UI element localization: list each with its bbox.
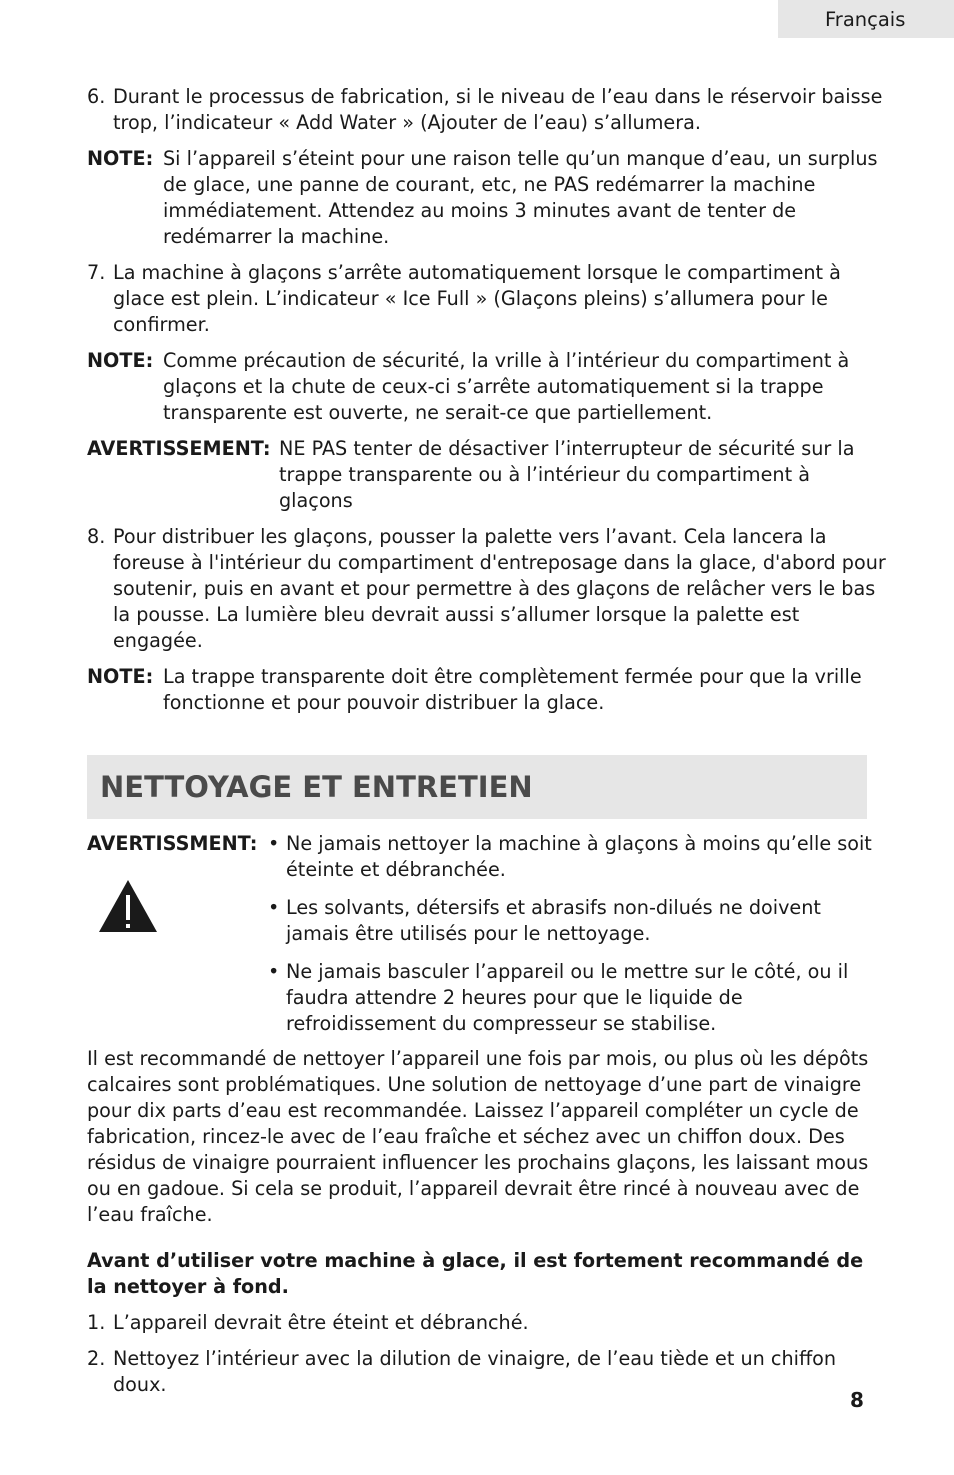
bullet-dot: •: [268, 832, 280, 855]
language-label: Français: [825, 8, 906, 31]
cleaning-instructions: [87, 1046, 877, 1398]
item-text: La machine à glaçons s’arrête automatiquement lorsque le compartiment à glace est plein. L’indicateur « Ice Full » (Glaçons pleins) s’allumera pour le confirmer.: [113, 261, 841, 336]
warning-text: NE PAS tenter de désactiver l’interrupteur de sécurité sur la trappe transparente ou à l’intérieur du compartiment à glaçons: [279, 437, 855, 512]
list-item-8: [87, 524, 887, 654]
warning-bullet: [268, 959, 877, 1037]
note-restart: [87, 146, 887, 250]
bold-recommendation: Avant d’utiliser votre machine à glace, il est fortement recommandé de la nettoyer à fond.: [87, 1249, 864, 1298]
warning-label: AVERTISSMENT:: [87, 832, 258, 855]
note-label: NOTE:: [87, 349, 154, 372]
warning-interlock: [87, 436, 887, 514]
note-safety: [87, 348, 887, 426]
warning-bullet: [268, 895, 877, 947]
cleaning-warning: [87, 831, 877, 1049]
warning-label: AVERTISSEMENT:: [87, 437, 271, 460]
item-number: 8.: [87, 525, 106, 548]
list-item-6: [87, 84, 887, 136]
item-number: 7.: [87, 261, 106, 284]
warning-bullets: [268, 831, 877, 1037]
note-label: NOTE:: [87, 147, 154, 170]
bullet-dot: •: [268, 960, 280, 983]
list-item-7: [87, 260, 887, 338]
step-number: 1.: [87, 1311, 106, 1334]
step-text: L’appareil devrait être éteint et débranché.: [113, 1311, 529, 1334]
warning-bullet: [268, 831, 877, 883]
step-item: [87, 1310, 877, 1336]
bullet-text: Les solvants, détersifs et abrasifs non-dilués ne doivent jamais être utilisés pour le nettoyage.: [286, 896, 821, 945]
instructions-top: [87, 84, 887, 716]
section-header: [87, 755, 867, 819]
item-text: Pour distribuer les glaçons, pousser la palette vers l’avant. Cela lancera la foreuse à l'intérieur du compartiment d'entreposage dans la glace, d'abord pour soutenir, puis en avant et pour permettre à des glaçons de relâcher vers le bas la pousse. La lumière bleu devrait aussi s’allumer lorsque la palette est engagée.: [113, 525, 886, 652]
step-text: Nettoyez l’intérieur avec la dilution de vinaigre, de l’eau tiède et un chiffon doux.: [113, 1347, 837, 1396]
bullet-text: Ne jamais nettoyer la machine à glaçons à moins qu’elle soit éteinte et débranchée.: [286, 832, 872, 881]
note-text: La trappe transparente doit être complètement fermée pour que la vrille fonctionne et pour pouvoir distribuer la glace.: [163, 665, 862, 714]
item-text: Durant le processus de fabrication, si le niveau de l’eau dans le réservoir baisse trop, l’indicateur « Add Water » (Ajouter de l’eau) s’allumera.: [113, 85, 883, 134]
note-text: Si l’appareil s’éteint pour une raison telle qu’un manque d’eau, un surplus de glace, une panne de courant, etc, ne PAS redémarrer la machine immédiatement. Attendez au moins 3 minutes avant de tenter de redémarrer la machine.: [163, 147, 878, 248]
step-item: [87, 1346, 877, 1398]
bullet-dot: •: [268, 896, 280, 919]
note-trap: [87, 664, 887, 716]
item-number: 6.: [87, 85, 106, 108]
step-number: 2.: [87, 1347, 106, 1370]
note-label: NOTE:: [87, 665, 154, 688]
language-tab: [778, 0, 954, 38]
page-number: 8: [850, 1388, 864, 1412]
note-text: Comme précaution de sécurité, la vrille à l’intérieur du compartiment à glaçons et la chute de ceux-ci s’arrête automatiquement si la trappe transparente est ouverte, ne serait-ce que partiellement.: [163, 349, 850, 424]
section-title: NETTOYAGE ET ENTRETIEN: [100, 770, 533, 804]
warning-triangle-icon: [97, 878, 159, 934]
cleaning-paragraph: Il est recommandé de nettoyer l’appareil une fois par mois, ou plus où les dépôts calcaires sont problématiques. Une solution de nettoyage d’une part de vinaigre pour dix parts d’eau est recommandée. Laissez l’appareil compléter un cycle de fabrication, rincez-le avec de l’eau fraîche et séchez avec un chiffon doux. Des résidus de vinaigre pourraient influencer les prochains glaçons, les laissant mous ou en gadoue. Si cela se produit, l’appareil devrait être rincé à nouveau avec de l’eau fraîche.: [87, 1047, 869, 1226]
bullet-text: Ne jamais basculer l’appareil ou le mettre sur le côté, ou il faudra attendre 2 heures pour que le liquide de refroidissement du compresseur se stabilise.: [286, 960, 849, 1035]
